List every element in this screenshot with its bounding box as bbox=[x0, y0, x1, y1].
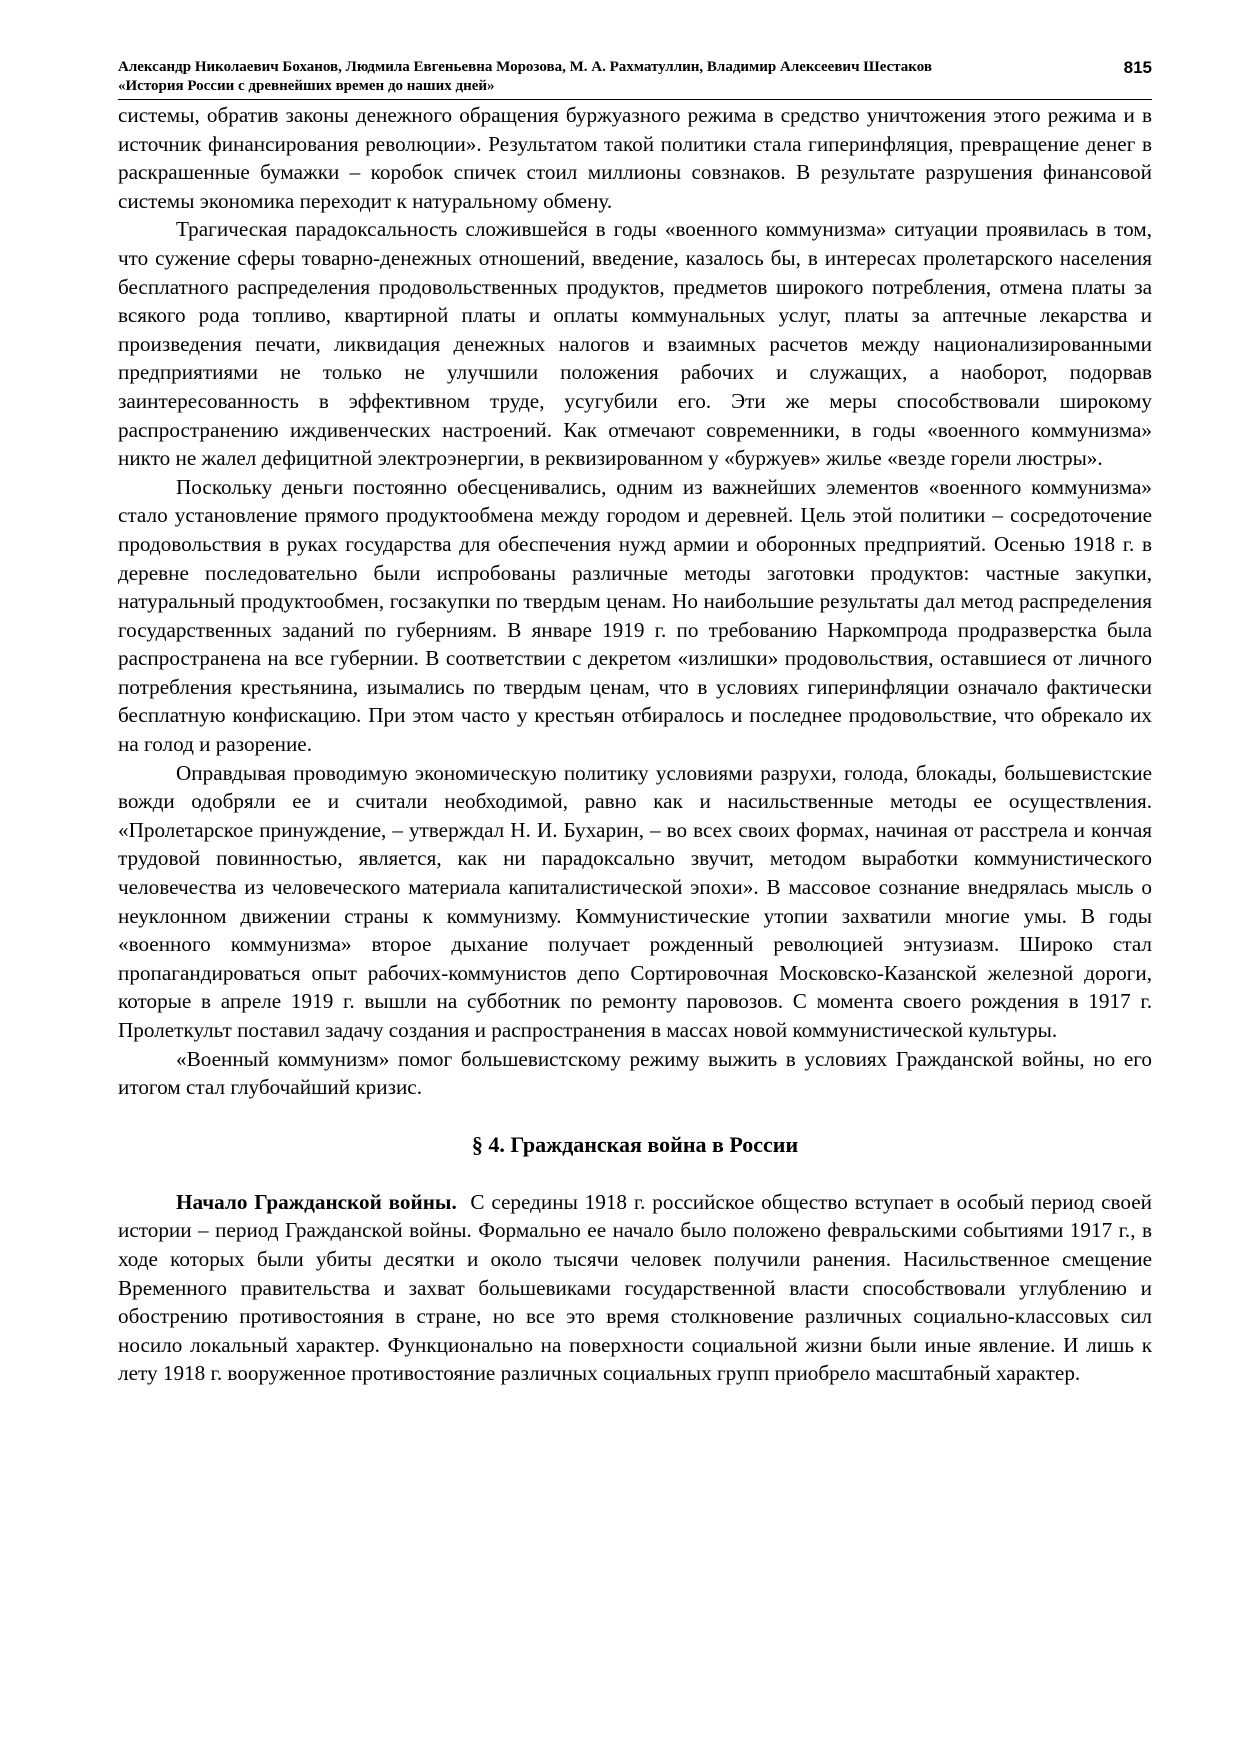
header-authors: Александр Николаевич Боханов, Людмила Евгеньевна Морозова, М. А. Рахматуллин, Владимир Алексеевич Шестаков bbox=[118, 59, 932, 75]
paragraph-4: Оправдывая проводимую экономическую политику условиями разрухи, голода, блокады, большевистские вожди одобряли ее и считали необходимой, равно как и насильственные методы ее осуществления. «Пролетарское принуждение, – утверждал Н. И. Бухарин, – во всех своих формах, начиная от расстрела и кончая трудовой повинностью, является, как ни парадоксально звучит, методом выработки коммунистического человечества из человеческого материала капиталистической эпохи». В массовое сознание внедрялась мысль о неуклонном движении страны к коммунизму. Коммунистические утопии захватили многие умы. В годы «военного коммунизма» второе дыхание получает рожденный революцией энтузиазм. Широко стал пропагандироваться опыт рабочих-коммунистов депо Сортировочная Московско-Казанской железной дороги, которые в апреле 1919 г. вышли на субботник по ремонту паровозов. С момента своего рождения в 1917 г. Пролеткульт поставил задачу создания и распространения в массах новой коммунистической культуры. bbox=[118, 760, 1152, 1042]
paragraph-3: Поскольку деньги постоянно обесценивались, одним из важнейших элементов «военного коммунизма» стало установление прямого продуктообмена между городом и деревней. Цель этой политики – сосредоточение продовольствия в руках государства для обеспечения нужд армии и оборонных предприятий. Осенью 1918 г. в деревне последовательно были испробованы различные методы заготовки продуктов: частные закупки, натуральный продуктообмен, госзакупки по твердым ценам. Но наибольшие результаты дал метод распределения государственных заданий по губерниям. В январе 1919 г. по требованию Наркомпрода продразверстка была распространена на все губернии. В соответствии с декретом «излишки» продовольствия, оставшиеся от личного потребления крестьянина, изымались по твердым ценам, что в условиях гиперинфляции означало фактически бесплатную конфискацию. При этом часто у крестьян отбиралось и последнее продовольствие, что обрекало их на голод и разорение. bbox=[118, 474, 1152, 757]
page-number: 815 bbox=[1123, 58, 1152, 77]
section-paragraph bbox=[118, 1188, 1152, 1388]
body-text bbox=[118, 101, 1152, 1388]
paragraph-2: Трагическая парадоксальность сложившейся в годы «военного коммунизма» ситуации проявилась в том, что сужение сферы товарно-денежных отношений, введение, казалось бы, в интересах пролетарского населения бесплатного распределения продовольственных продуктов, предметов широкого потребления, отмена платы за всякого рода топливо, квартирной платы и оплаты коммунальных услуг, платы за аптечные лекарства и произведения печати, ликвидация денежных налогов и взаимных расчетов между национализированными предприятиями не только не улучшили положения рабочих и служащих, а наоборот, подорвав заинтересованность в эффективном труде, усугубили его. Эти же меры способствовали широкому распространению иждивенческих настроений. Как отмечают современники, в годы «военного коммунизма» никто не жалел дефицитной электроэнергии, в реквизированном у «буржуев» жилье «везде горели люстры». bbox=[118, 217, 1152, 471]
section-paragraph-text: С середины 1918 г. российское общество вступает в особый период своей истории – период Гражданской войны. Формально ее начало было положено февральскими событиями 1917 г., в ходе которых были убиты десятки и около тысячи человек получили ранения. Насильственное смещение Временного правительства и захват большевиками государственной власти способствовали углублению и обострению противостояния в стране, но все это время столкновение различных социально-классовых сил носило локальный характер. Функционально на поверхности социальной жизни были иные явление. И лишь к лету 1918 г. вооруженное противостояние различных социальных групп приобрело масштабный характер. bbox=[118, 1189, 1153, 1386]
running-header bbox=[118, 58, 1152, 100]
run-in-title: Начало Гражданской войны. bbox=[176, 1189, 457, 1214]
paragraph-1: системы, обратив законы денежного обращения буржуазного режима в средство уничтожения этого режима и в источник финансирования революции». Результатом такой политики стала гиперинфляция, превращение денег в раскрашенные бумажки – коробок спичек стоил миллионы совзнаков. В результате разрушения финансовой системы экономика переходит к натуральному обмену. bbox=[118, 103, 1152, 213]
section-heading: § 4. Гражданская война в России bbox=[471, 1131, 799, 1157]
paragraph-5: «Военный коммунизм» помог большевистскому режиму выжить в условиях Гражданской войны, но его итогом стал глубочайший кризис. bbox=[118, 1046, 1152, 1100]
header-book-title: «История России с древнейших времен до наших дней» bbox=[118, 78, 495, 94]
document-page bbox=[118, 58, 1152, 1388]
